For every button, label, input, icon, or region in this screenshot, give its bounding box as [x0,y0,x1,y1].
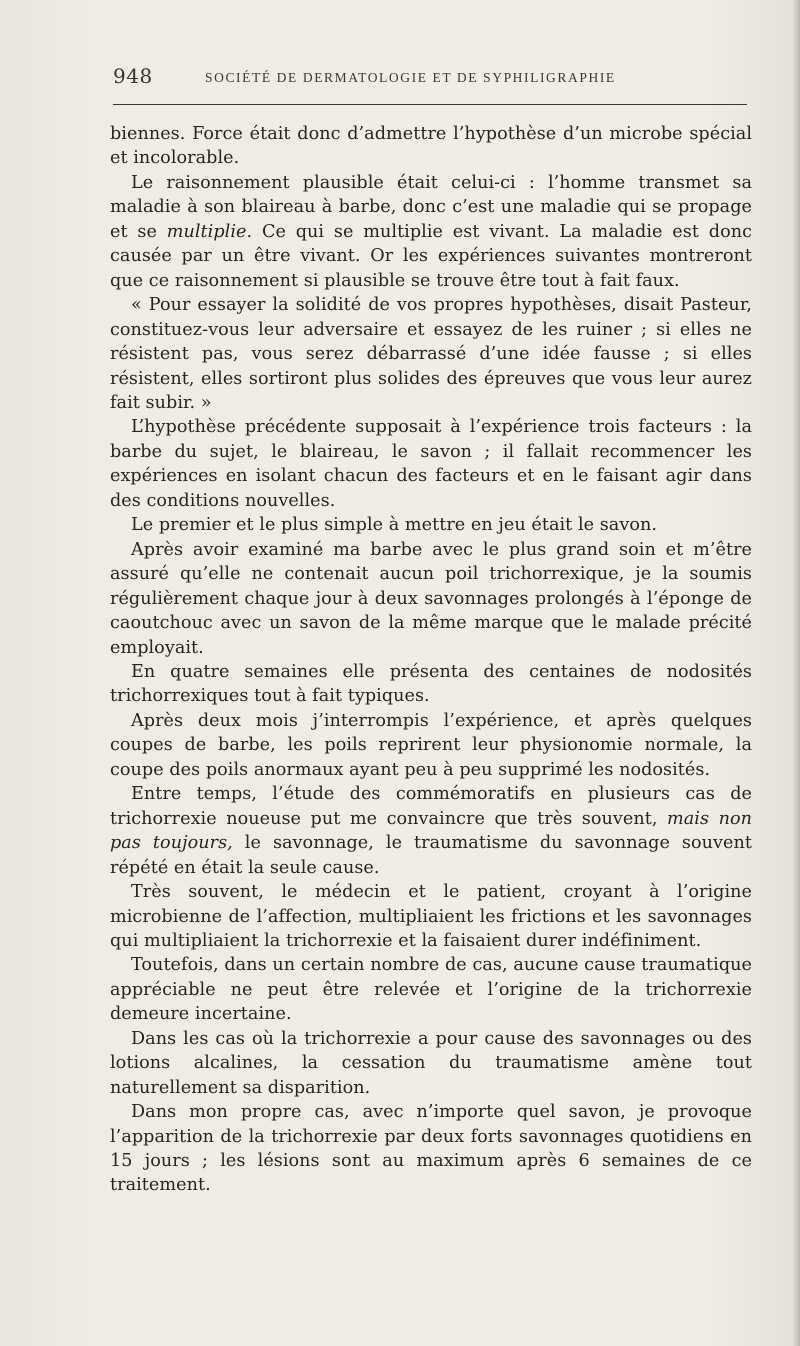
paragraph: Après deux mois j’interrompis l’expérience, et après quelques coupes de barbe, les poils reprirent leur physionomie normale, la coupe des poils anormaux ayant peu à peu supprimé les nodosités. [110,710,752,780]
paragraph [110,171,752,293]
page-number: 948 [113,64,153,88]
running-title: SOCIÉTÉ DE DERMATOLOGIE ET DE SYPHILIGRAPHIE [205,70,616,85]
running-header [113,62,747,92]
paragraph: Dans les cas où la trichorrexie a pour cause des savonnages ou des lotions alcalines, la cessation du traumatisme amène tout naturellement sa disparition. [110,1028,752,1098]
body-text [110,122,752,1198]
emphasis: multiplie. [166,221,253,242]
page-edge-shadow [792,0,800,1346]
paragraph-text: Ce qui se multiplie est vivant. La maladie est donc causée par un être vivant. Or les expériences suivantes montreront que ce raisonnement si plausible se trouve être tout à fait faux. [110,221,752,291]
paragraph: Après avoir examiné ma barbe avec le plus grand soin et m’être assuré qu’elle ne contenait aucun poil trichorrexique, je la soumis régulièrement chaque jour à deux savonnages prolongés à l’éponge de caoutchouc avec un savon de la même marque que le malade précité employait. [110,539,752,658]
paragraph: Toutefois, dans un certain nombre de cas, aucune cause traumatique appréciable ne peut être relevée et l’origine de la trichorrexie demeure incertaine. [110,955,752,1025]
paragraph-text: Entre temps, l’étude des commémoratifs en plusieurs cas de trichorrexie noueuse put me convaincre que très souvent, [110,784,752,829]
paragraph: biennes. Force était donc d’admettre l’hypothèse d’un microbe spécial et incolorable. [110,124,752,169]
paragraph: En quatre semaines elle présenta des centaines de nodosités trichorrexiques tout à fait typiques. [110,661,752,707]
paragraph: L’hypothèse précédente supposait à l’expérience trois facteurs : la barbe du sujet, le blaireau, le savon ; il fallait recommencer les expériences en isolant chacun des facteurs et en le faisant agir dans des conditions nouvelles. [110,417,752,511]
paragraph [110,782,752,880]
paragraph: Le premier et le plus simple à mettre en jeu était le savon. [131,515,658,536]
paragraph: Très souvent, le médecin et le patient, croyant à l’origine microbienne de l’affection, multipliaient les frictions et les savonnages qui multipliaient la trichorrexie et la faisaient durer indéfiniment. [110,882,752,951]
paragraph-text: Le raisonnement plausible était celui-ci : l’homme transmet sa maladie à son blaireau à barbe, donc c’est une maladie qui se propage et se [110,172,752,242]
header-rule [113,104,747,105]
paragraph: Dans mon propre cas, avec n’importe quel savon, je provoque l’apparition de la trichorrexie par deux forts savonnages quotidiens en 15 jours ; les lésions sont au maximum après 6 semaines de ce traitement. [110,1102,752,1196]
paragraph-text: le savonnage, le traumatisme du savonnage souvent répété en était la seule cause. [110,833,752,878]
paragraph: « Pour essayer la solidité de vos propres hypothèses, disait Pasteur, constituez-vous leur adversaire et essayez de les ruiner ; si elles ne résistent pas, vous serez débarrassé d’une idée fausse ; si elles résistent, elles sortiront plus solides des épreuves que vous leur aurez fait subir. » [110,295,752,413]
emphasis: mais non pas toujours, [110,808,752,854]
